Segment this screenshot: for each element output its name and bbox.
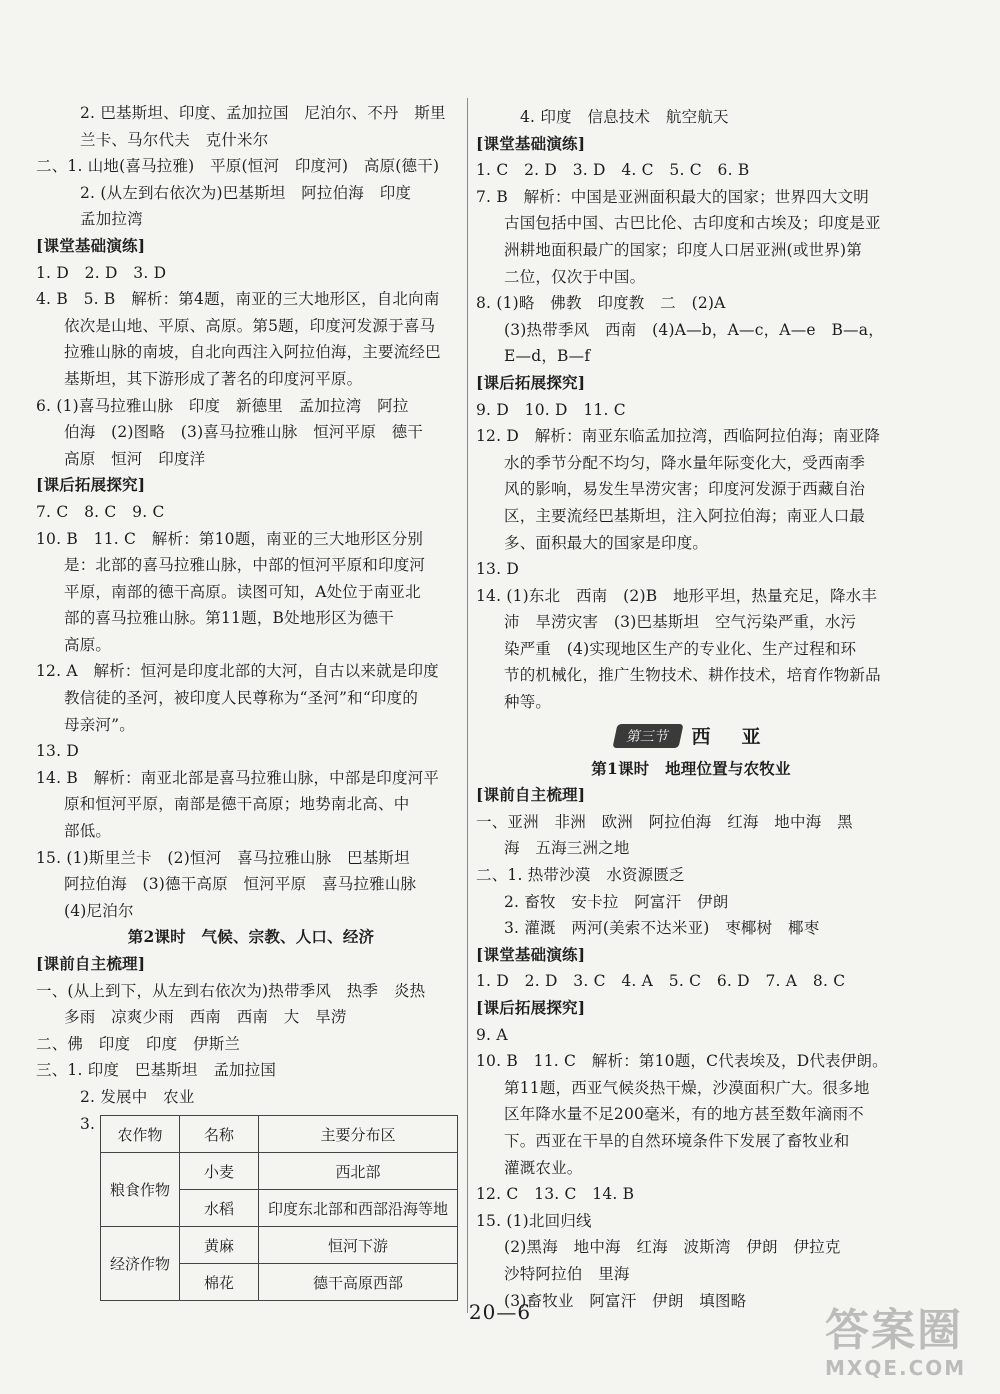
table-header-cell: 主要分布区 [259, 1116, 458, 1153]
text-line: 10. B 11. C 解析：第10题，C代表埃及，D代表伊朗。 [476, 1052, 888, 1071]
text-line: 平原，南部的德干高原。读图可知，A处位于南亚北 [64, 582, 421, 601]
watermark-url: MXQE.COM [825, 1356, 967, 1380]
text-line: 灌溉农业。 [504, 1158, 583, 1177]
text-line: 是：北部的喜马拉雅山脉，中部的恒河平原和印度河 [64, 556, 426, 575]
table-cell: 西北部 [259, 1153, 458, 1190]
table-cell: 黄麻 [180, 1227, 259, 1264]
text-line: 种等。 [504, 693, 552, 712]
text-line: 12. D 解析：南亚东临孟加拉湾，西临阿拉伯海；南亚降 [476, 427, 881, 446]
table-header-cell: 农作物 [101, 1116, 180, 1153]
text-line: 6. (1)喜马拉雅山脉 印度 新德里 孟加拉湾 阿拉 [36, 396, 409, 415]
text-line: 15. (1)北回归线 [476, 1211, 592, 1230]
text-line: 区，主要流经巴基斯坦，注入阿拉伯海；南亚人口最 [504, 506, 866, 525]
column-divider [467, 98, 468, 1313]
text-line: 原和恒河平原，南部是德干高原；地势南北高、中 [64, 795, 410, 814]
text-line: 7. B 解析：中国是亚洲面积最大的国家；世界四大文明 [476, 187, 870, 206]
table-cell-category: 粮食作物 [101, 1153, 180, 1227]
table-cell-category: 经济作物 [101, 1227, 180, 1301]
left-column [36, 100, 466, 1137]
page-number: 20—6 [468, 1300, 532, 1324]
table-cell: 印度东北部和西部沿海等地 [259, 1190, 458, 1227]
table-cell: 小麦 [180, 1153, 259, 1190]
text-line: 多、面积最大的国家是印度。 [504, 533, 709, 552]
section-header: [课堂基础演练] [476, 133, 586, 153]
text-line: 水的季节分配不均匀，降水量年际变化大，受西南季 [504, 453, 866, 472]
text-line: 二、佛 印度 印度 伊斯兰 [36, 1034, 241, 1053]
text-line: 2. (从左到右依次为)巴基斯坦 阿拉伯海 印度 [80, 183, 412, 202]
text-line: 依次是山地、平原、高原。第5题，印度河发源于喜马 [64, 316, 436, 335]
text-line: 兰卡、马尔代夫 克什米尔 [80, 130, 269, 149]
text-line: 区年降水量不足200毫米，有的地方甚至数年滴雨不 [504, 1105, 864, 1124]
text-line: 13. D [36, 742, 80, 761]
site-watermark [825, 1306, 995, 1390]
text-line: 伯海 (2)图略 (3)喜马拉雅山脉 恒河平原 德干 [64, 423, 424, 442]
text-line: 12. A 解析：恒河是印度北部的大河，自古以来就是印度 [36, 662, 439, 681]
section-header: [课后拓展探究] [476, 998, 586, 1017]
text-line: 1. C 2. D 3. D 4. C 5. C 6. B [476, 161, 750, 180]
section-header: [课堂基础演练] [476, 944, 586, 964]
text-line: E—d，B—f [504, 347, 591, 366]
text-line: 7. C 8. C 9. C [36, 502, 165, 521]
section-header: [课堂基础演练] [36, 235, 146, 255]
text-line: 14. (1)东北 西南 (2)B 地形平坦，热量充足，降水丰 [476, 586, 878, 605]
text-line: 沛 旱涝灾害 (3)巴基斯坦 空气污染严重，水污 [504, 613, 857, 632]
section-header: [课后拓展探究] [36, 475, 146, 495]
text-line: 一、(从上到下，从左到右依次为)热带季风 热季 炎热 [36, 981, 426, 1000]
text-line: (4)尼泊尔 [64, 901, 134, 920]
text-line: 二位，仅次于中国。 [504, 267, 646, 286]
text-line: 1. D 2. D 3. D [36, 263, 167, 282]
lesson-title: 第1课时 地理位置与农牧业 [591, 758, 791, 778]
section-header: [课后拓展探究] [476, 372, 586, 392]
text-line: 9. A [476, 1025, 508, 1044]
text-line: 阿拉伯海 (3)德干高原 恒河平原 喜马拉雅山脉 [64, 875, 417, 894]
table-cell: 棉花 [180, 1264, 259, 1301]
text-line: 一、亚洲 非洲 欧洲 阿拉伯海 红海 地中海 黑 [476, 812, 853, 831]
crop-distribution-table [100, 1115, 458, 1301]
text-line: 沙特阿拉伯 里海 [504, 1264, 630, 1283]
watermark-logo-text: 答案圈 [825, 1305, 963, 1356]
section-title: 西 亚 [691, 726, 767, 749]
text-line: 1. D 2. D 3. C 4. A 5. C 6. D 7. A 8. C [476, 972, 846, 991]
section-header: [课前自主梳理] [36, 954, 146, 973]
text-line: 孟加拉湾 [80, 210, 143, 229]
text-line: 洲耕地面积最广的国家；印度人口居亚洲(或世界)第 [504, 240, 862, 259]
text-line: (2)黑海 地中海 红海 波斯湾 伊朗 伊拉克 [504, 1238, 841, 1257]
right-column [476, 104, 906, 1314]
section-badge: 第三节 [613, 724, 684, 748]
text-line: (3)热带季风 西南 (4)A—b，A—c，A—e B—a， [504, 320, 884, 339]
text-line: 多雨 凉爽少雨 西南 西南 大 旱涝 [64, 1008, 347, 1027]
text-line: 3. 灌溉 两河(美索不达米亚) 枣椰树 椰枣 [504, 919, 820, 938]
text-line: 二、1. 山地(喜马拉雅) 平原(恒河 印度河) 高原(德干) [36, 157, 440, 176]
text-line: 拉雅山脉的南坡，自北向西注入阿拉伯海，主要流经巴 [64, 343, 441, 362]
text-line: 下。西亚在干旱的自然环境条件下发展了畜牧业和 [504, 1131, 850, 1150]
text-line: 3. [80, 1114, 96, 1133]
text-line: 4. 印度 信息技术 航空航天 [520, 108, 729, 126]
table-cell: 恒河下游 [259, 1227, 458, 1264]
text-line: 8. (1)略 佛教 印度教 二 (2)A [476, 294, 726, 313]
text-line: 15. (1)斯里兰卡 (2)恒河 喜马拉雅山脉 巴基斯坦 [36, 848, 410, 867]
text-line: 二、1. 热带沙漠 水资源匮乏 [476, 866, 685, 885]
text-line: 古国包括中国、古巴比伦、古印度和古埃及；印度是亚 [504, 214, 881, 233]
text-line: 10. B 11. C 解析：第10题，南亚的三大地形区分别 [36, 529, 424, 548]
text-line: 高原 恒河 印度洋 [64, 449, 206, 468]
text-line: 教信徒的圣河，被印度人民尊称为“圣河”和“印度的 [64, 689, 419, 708]
text-line: 基斯坦，其下游形成了著名的印度河平原。 [64, 369, 363, 388]
text-line: 母亲河”。 [64, 715, 135, 734]
text-line: 节的机械化，推广生物技术、耕作技术，培育作物新品 [504, 666, 881, 685]
lesson-title: 第2课时 气候、宗教、人口、经济 [127, 927, 375, 947]
text-line: 高原。 [64, 635, 112, 654]
text-line: 2. 发展中 农业 [80, 1087, 195, 1106]
table-row [101, 1227, 458, 1264]
text-line: 2. 巴基斯坦、印度、孟加拉国 尼泊尔、不丹 斯里 [80, 104, 446, 122]
text-line: 9. D 10. D 11. C [476, 400, 626, 419]
text-line: 2. 畜牧 安卡拉 阿富汗 伊朗 [504, 892, 729, 911]
section-header: [课前自主梳理] [476, 785, 586, 805]
text-line: 三、1. 印度 巴基斯坦 孟加拉国 [36, 1061, 277, 1080]
text-line: 海 五海三洲之地 [504, 839, 630, 858]
text-line: 12. C 13. C 14. B [476, 1185, 635, 1204]
text-line: 13. D [476, 560, 520, 579]
text-line: 4. B 5. B 解析：第4题，南亚的三大地形区，自北向南 [36, 290, 440, 309]
table-row [101, 1153, 458, 1190]
text-line: 第11题，西亚气候炎热干燥，沙漠面积广大。很多地 [504, 1078, 870, 1097]
text-line: 风的影响，易发生旱涝灾害；印度河发源于西藏自治 [504, 480, 866, 499]
table-header-cell: 名称 [180, 1116, 259, 1153]
table-cell: 德干高原西部 [259, 1264, 458, 1301]
text-line: 14. B 解析：南亚北部是喜马拉雅山脉，中部是印度河平 [36, 768, 440, 787]
text-line: (3)畜牧业 阿富汗 伊朗 填图略 [504, 1291, 747, 1310]
section-heading [476, 716, 906, 756]
text-line: 部低。 [64, 822, 112, 841]
table-header-row [101, 1116, 458, 1153]
text-line: 染严重 (4)实现地区生产的专业化、生产过程和环 [504, 639, 857, 658]
table-cell: 水稻 [180, 1190, 259, 1227]
text-line: 部的喜马拉雅山脉。第11题，B处地形区为德干 [64, 609, 395, 628]
